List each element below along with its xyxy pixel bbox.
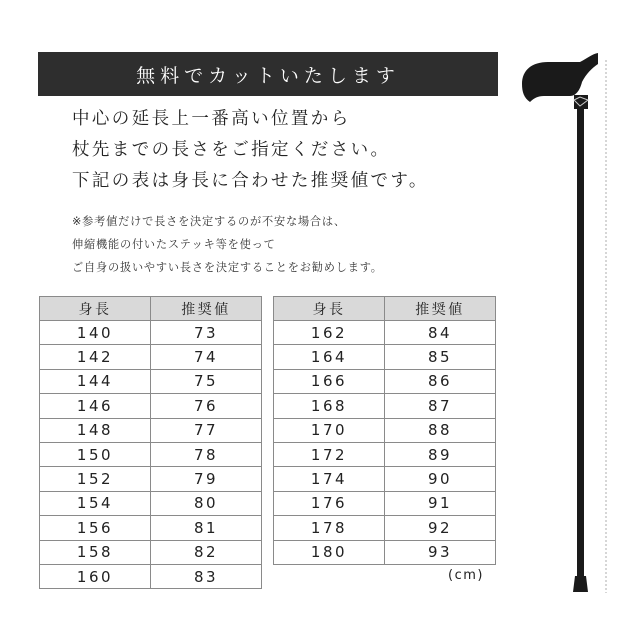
- recommended-length-cell: 79: [151, 467, 262, 491]
- header-height: 身長: [274, 297, 385, 321]
- size-table-left: [39, 296, 262, 589]
- height-cell: 178: [274, 516, 385, 540]
- header-recommended: 推奨値: [151, 297, 262, 321]
- size-table-right: [273, 296, 496, 565]
- table-row: [40, 394, 262, 418]
- recommended-length-cell: 88: [385, 418, 496, 442]
- table-row: [40, 516, 262, 540]
- recommended-length-cell: 75: [151, 369, 262, 393]
- recommended-length-cell: 78: [151, 442, 262, 466]
- height-cell: 160: [40, 564, 151, 588]
- note-text: [72, 210, 512, 279]
- table-row: [274, 321, 496, 345]
- height-cell: 142: [40, 345, 151, 369]
- height-cell: 174: [274, 467, 385, 491]
- height-cell: 166: [274, 369, 385, 393]
- recommended-length-cell: 86: [385, 369, 496, 393]
- walking-cane-image: [510, 40, 630, 610]
- height-cell: 164: [274, 345, 385, 369]
- height-cell: 158: [40, 540, 151, 564]
- height-cell: 152: [40, 467, 151, 491]
- recommended-length-cell: 89: [385, 442, 496, 466]
- recommended-length-cell: 74: [151, 345, 262, 369]
- table-header-row: [40, 297, 262, 321]
- recommended-length-cell: 76: [151, 394, 262, 418]
- table-row: [274, 540, 496, 564]
- table-row: [274, 394, 496, 418]
- table-row: [274, 491, 496, 515]
- table-row: [40, 345, 262, 369]
- intro-line: 杖先までの長さをご指定ください。: [72, 140, 391, 160]
- cane-handle: [522, 53, 598, 102]
- height-cell: 176: [274, 491, 385, 515]
- recommended-length-cell: 81: [151, 516, 262, 540]
- height-cell: 156: [40, 516, 151, 540]
- recommended-length-cell: 84: [385, 321, 496, 345]
- table-row: [40, 418, 262, 442]
- table-row: [274, 516, 496, 540]
- recommended-length-cell: 91: [385, 491, 496, 515]
- title-banner: [38, 52, 498, 96]
- cane-shaft: [577, 108, 584, 578]
- header-recommended: 推奨値: [385, 297, 496, 321]
- height-cell: 180: [274, 540, 385, 564]
- recommended-length-cell: 80: [151, 491, 262, 515]
- height-cell: 140: [40, 321, 151, 345]
- recommended-length-cell: 73: [151, 321, 262, 345]
- recommended-length-cell: 85: [385, 345, 496, 369]
- recommended-length-cell: 92: [385, 516, 496, 540]
- table-row: [40, 564, 262, 588]
- recommended-length-cell: 90: [385, 467, 496, 491]
- height-cell: 146: [40, 394, 151, 418]
- height-cell: 170: [274, 418, 385, 442]
- cane-tip: [573, 576, 588, 592]
- table-row: [40, 442, 262, 466]
- recommended-length-cell: 83: [151, 564, 262, 588]
- note-line: ※参考値だけで長さを決定するのが不安な場合は、: [72, 215, 346, 228]
- height-cell: 144: [40, 369, 151, 393]
- height-cell: 148: [40, 418, 151, 442]
- intro-text: [72, 104, 512, 197]
- table-row: [274, 369, 496, 393]
- unit-label: (cm): [448, 568, 484, 583]
- recommended-length-cell: 77: [151, 418, 262, 442]
- table-row: [40, 491, 262, 515]
- height-cell: 172: [274, 442, 385, 466]
- note-line: ご自身の扱いやすい長さを決定することをお勧めします。: [72, 261, 383, 274]
- table-row: [40, 321, 262, 345]
- table-row: [274, 418, 496, 442]
- recommended-length-cell: 93: [385, 540, 496, 564]
- intro-line: 中心の延長上一番高い位置から: [72, 109, 351, 129]
- intro-line: 下記の表は身長に合わせた推奨値です。: [72, 171, 429, 191]
- banner-title: 無料でカットいたします: [136, 64, 400, 87]
- table-row: [274, 442, 496, 466]
- height-cell: 162: [274, 321, 385, 345]
- height-cell: 150: [40, 442, 151, 466]
- header-height: 身長: [40, 297, 151, 321]
- table-row: [40, 369, 262, 393]
- table-row: [40, 540, 262, 564]
- recommended-length-cell: 82: [151, 540, 262, 564]
- table-row: [40, 467, 262, 491]
- height-cell: 154: [40, 491, 151, 515]
- table-header-row: [274, 297, 496, 321]
- recommended-length-cell: 87: [385, 394, 496, 418]
- table-row: [274, 345, 496, 369]
- note-line: 伸縮機能の付いたステッキ等を使って: [72, 238, 276, 251]
- height-cell: 168: [274, 394, 385, 418]
- table-row: [274, 467, 496, 491]
